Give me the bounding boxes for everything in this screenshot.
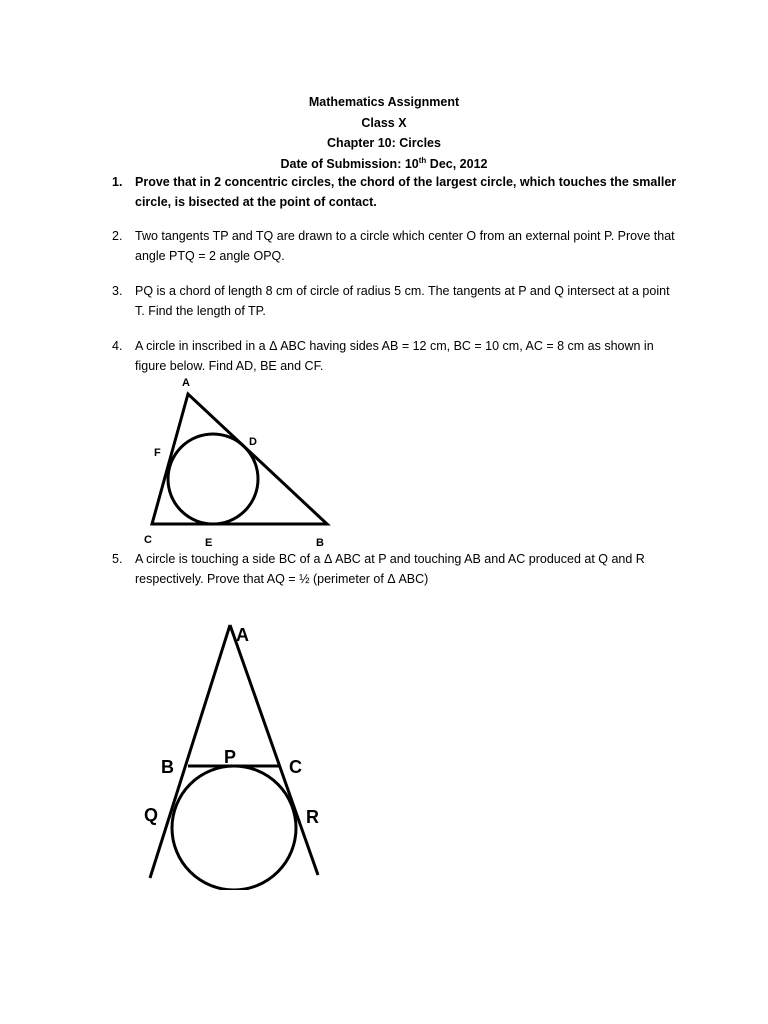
question-2: [112, 227, 682, 266]
question-text: A circle in inscribed in a Δ ABC having sides AB = 12 cm, BC = 10 cm, AC = 8 cm as shown in figure below. Find AD, BE and CF.: [135, 339, 654, 373]
date-superscript: th: [418, 155, 427, 165]
label-a: A: [182, 377, 190, 389]
submission-date: [0, 154, 768, 175]
question-3: [112, 282, 682, 321]
incircle: [168, 434, 258, 524]
chapter-label: Chapter 10: Circles: [327, 136, 441, 150]
label-b: B: [161, 757, 174, 777]
question-number: 4.: [112, 339, 123, 353]
question-text: Prove that in 2 concentric circles, the chord of the largest circle, which touches the smaller circle, is bisected at the point of contact.: [135, 175, 677, 209]
line-a-r-extended: [230, 625, 318, 875]
label-c: C: [289, 757, 302, 777]
document-title: Mathematics Assignment: [308, 95, 460, 109]
date-suffix: Dec, 2012: [426, 156, 488, 171]
label-c: C: [144, 534, 152, 546]
excircle: [172, 766, 296, 890]
question-number: 1.: [112, 175, 123, 189]
label-p: P: [224, 747, 237, 767]
triangle-abc: [152, 394, 327, 524]
question-5: [112, 550, 682, 589]
question-number: 2.: [112, 229, 123, 243]
incircle-triangle-figure: [140, 372, 340, 548]
class-label: Class X: [361, 115, 407, 130]
question-number: 3.: [112, 284, 123, 298]
label-e: E: [205, 537, 213, 548]
question-text: PQ is a chord of length 8 cm of circle of radius 5 cm. The tangents at P and Q intersect at a point T. Find the length of TP.: [135, 284, 670, 318]
question-1: [112, 173, 682, 212]
question-text: Two tangents TP and TQ are drawn to a circle which center O from an external point P. Prove that angle PTQ = 2 angle OPQ.: [135, 229, 675, 263]
question-text: A circle is touching a side BC of a Δ ABC at P and touching AB and AC produced at Q and R respectively. Prove that AQ = ½ (perimeter of Δ ABC): [135, 552, 645, 586]
date-prefix: Date of Submission: 10: [280, 156, 419, 171]
document-header: [0, 92, 768, 174]
label-q: Q: [144, 805, 159, 825]
label-d: D: [249, 436, 257, 448]
label-b: B: [316, 537, 324, 548]
question-number: 5.: [112, 552, 123, 566]
question-4: [112, 337, 682, 376]
excircle-triangle-figure: [140, 615, 360, 890]
label-r: R: [306, 807, 319, 827]
label-a: A: [236, 625, 249, 645]
line-a-q-extended: [150, 625, 230, 878]
label-f: F: [154, 447, 161, 459]
